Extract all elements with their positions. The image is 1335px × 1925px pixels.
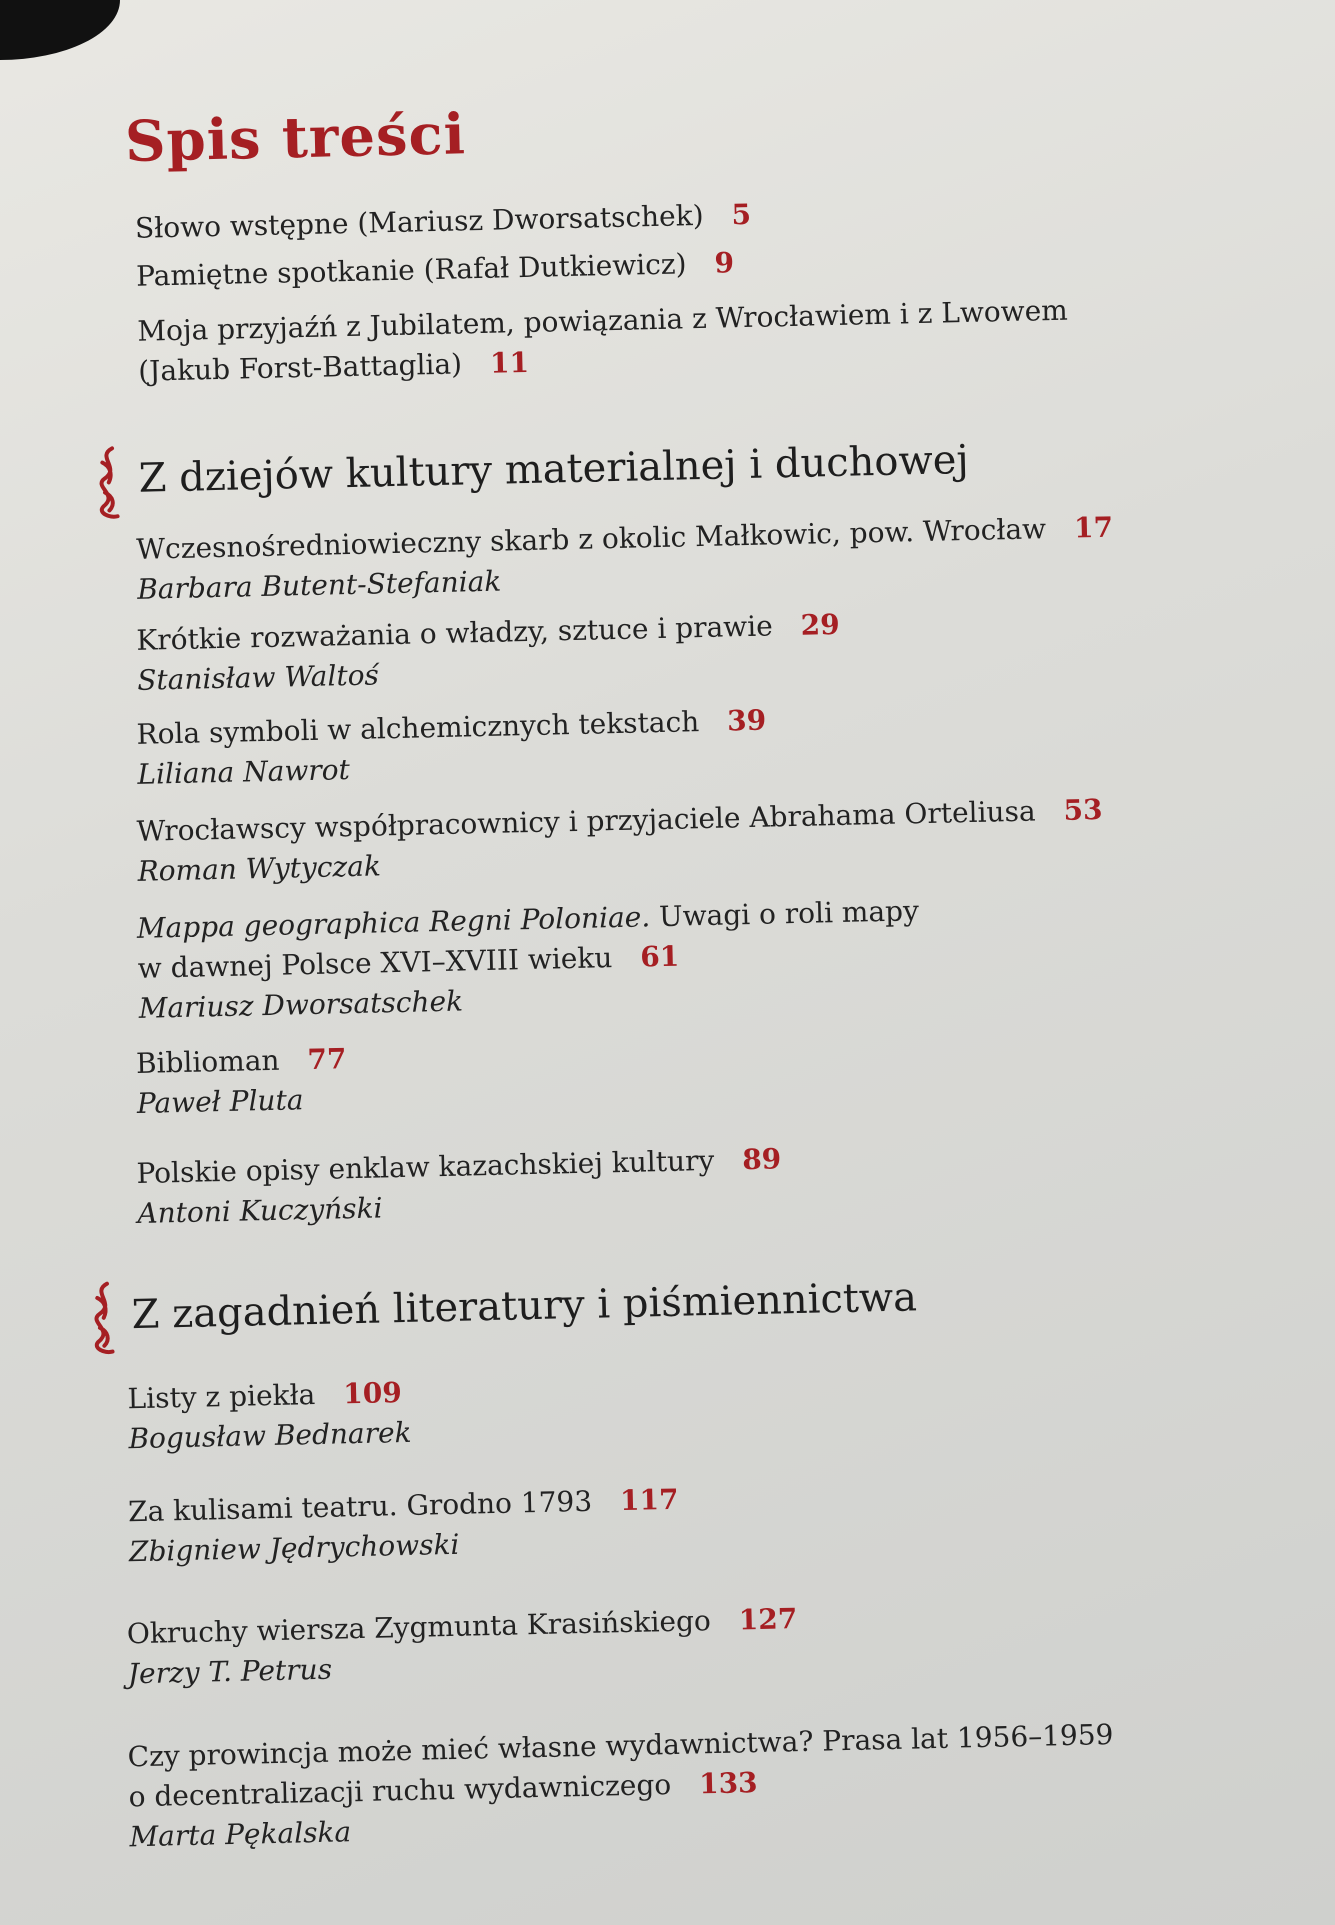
toc-entry[interactable] <box>136 790 1104 892</box>
entry-author: Marta Pękalska <box>129 1815 352 1854</box>
section-ornament-icon <box>90 444 128 523</box>
entry-page: 117 <box>619 1482 679 1518</box>
entry-title: Polskie opisy enklaw kazachskiej kultury <box>136 1143 715 1190</box>
entry-page: 133 <box>698 1766 758 1801</box>
toc-entry[interactable] <box>127 1373 412 1459</box>
entry-page: 17 <box>1073 510 1114 545</box>
entry-page: 29 <box>800 607 841 642</box>
entry-author: Antoni Kuczyński <box>137 1191 383 1230</box>
entry-author: Jerzy T. Petrus <box>127 1652 333 1691</box>
entry-title: Moja przyjaźń z Jubilatem, powiązania z Wrocławiem i z Lwowem <box>137 293 1069 348</box>
entry-author: Barbara Butent-Stefaniak <box>136 564 502 606</box>
toc-entry[interactable] <box>136 701 767 795</box>
entry-page: 11 <box>489 345 530 380</box>
entry-author: Mariusz Dworsatschek <box>138 984 464 1025</box>
entry-page: 61 <box>639 939 680 974</box>
entry-title-line2: o decentralizacji ruchu wydawniczego <box>128 1768 672 1814</box>
entry-title: Listy z piekła <box>127 1378 316 1416</box>
entry-page: 127 <box>738 1602 798 1637</box>
entry-page: 39 <box>726 703 767 738</box>
page-corner-shadow <box>0 0 120 60</box>
section-ornament-icon <box>85 1279 123 1358</box>
entry-title: Wczesnośredniowieczny skarb z okolic Małkowic, pow. Wrocław <box>135 512 1047 566</box>
toc-entry[interactable] <box>136 605 841 701</box>
section-heading: Z zagadnień literatury i piśmiennictwa <box>131 1274 918 1339</box>
entry-title: Okruchy wiersza Zygmunta Krasińskiego <box>126 1604 712 1651</box>
entry-author: Bogusław Bednarek <box>128 1415 412 1456</box>
entry-title: Wrocławscy współpracownicy i przyjaciele Abrahama Orteliusa <box>136 794 1036 848</box>
entry-page: 53 <box>1063 792 1103 827</box>
entry-title: Za kulisami teatru. Grodno 1793 <box>127 1484 593 1529</box>
entry-author: Zbigniew Jędrychowski <box>128 1527 460 1569</box>
entry-author: Stanisław Waltoś <box>136 658 380 697</box>
toc-entry[interactable] <box>136 1139 783 1234</box>
entry-title: Pamiętne spotkanie (Rafał Dutkiewicz) <box>135 247 687 293</box>
toc-entry[interactable] <box>136 1039 348 1124</box>
toc-entry[interactable] <box>135 195 752 249</box>
entry-title: Słowo wstępne (Mariusz Dworsatschek) <box>134 198 704 245</box>
entry-page: 5 <box>731 197 752 232</box>
entry-page: 89 <box>741 1142 782 1177</box>
entry-title: Krótkie rozważania o władzy, sztuce i prawie <box>136 609 774 657</box>
entry-title-italic: Mappa geographica Regni Poloniae. <box>136 900 651 945</box>
toc-entry[interactable] <box>136 508 1115 610</box>
entry-title-line2: w dawnej Polsce XVI–XVIII wieku <box>137 941 613 985</box>
table-of-contents <box>80 68 1260 1854</box>
toc-entry[interactable] <box>136 243 735 297</box>
section-heading: Z dziejów kultury materialnej i duchowej <box>138 436 970 502</box>
toc-entry[interactable] <box>137 291 1069 392</box>
entry-author: Roman Wytyczak <box>137 849 382 888</box>
toc-entry[interactable] <box>127 1715 1115 1857</box>
entry-title-rest: Uwagi o roli mapy <box>649 894 920 934</box>
entry-page: 9 <box>714 246 735 280</box>
entry-title-line2: (Jakub Forst-Battaglia) <box>137 347 463 388</box>
entry-page: 77 <box>307 1042 347 1077</box>
toc-entry[interactable] <box>128 1480 680 1572</box>
entry-page: 109 <box>342 1376 403 1411</box>
toc-entry[interactable] <box>126 1599 798 1694</box>
entry-title: Rola symboli w alchemicznych tekstach <box>136 705 700 751</box>
entry-author: Liliana Nawrot <box>137 753 351 791</box>
entry-title: Czy prowincja może mieć własne wydawnictwa? Prasa lat 1956–1959 <box>127 1717 1114 1774</box>
toc-entry[interactable] <box>136 891 921 1029</box>
page-title: Spis treści <box>124 101 467 175</box>
entry-title: Biblioman <box>135 1043 280 1080</box>
entry-author: Paweł Pluta <box>136 1083 304 1120</box>
entry-title <box>136 891 919 949</box>
